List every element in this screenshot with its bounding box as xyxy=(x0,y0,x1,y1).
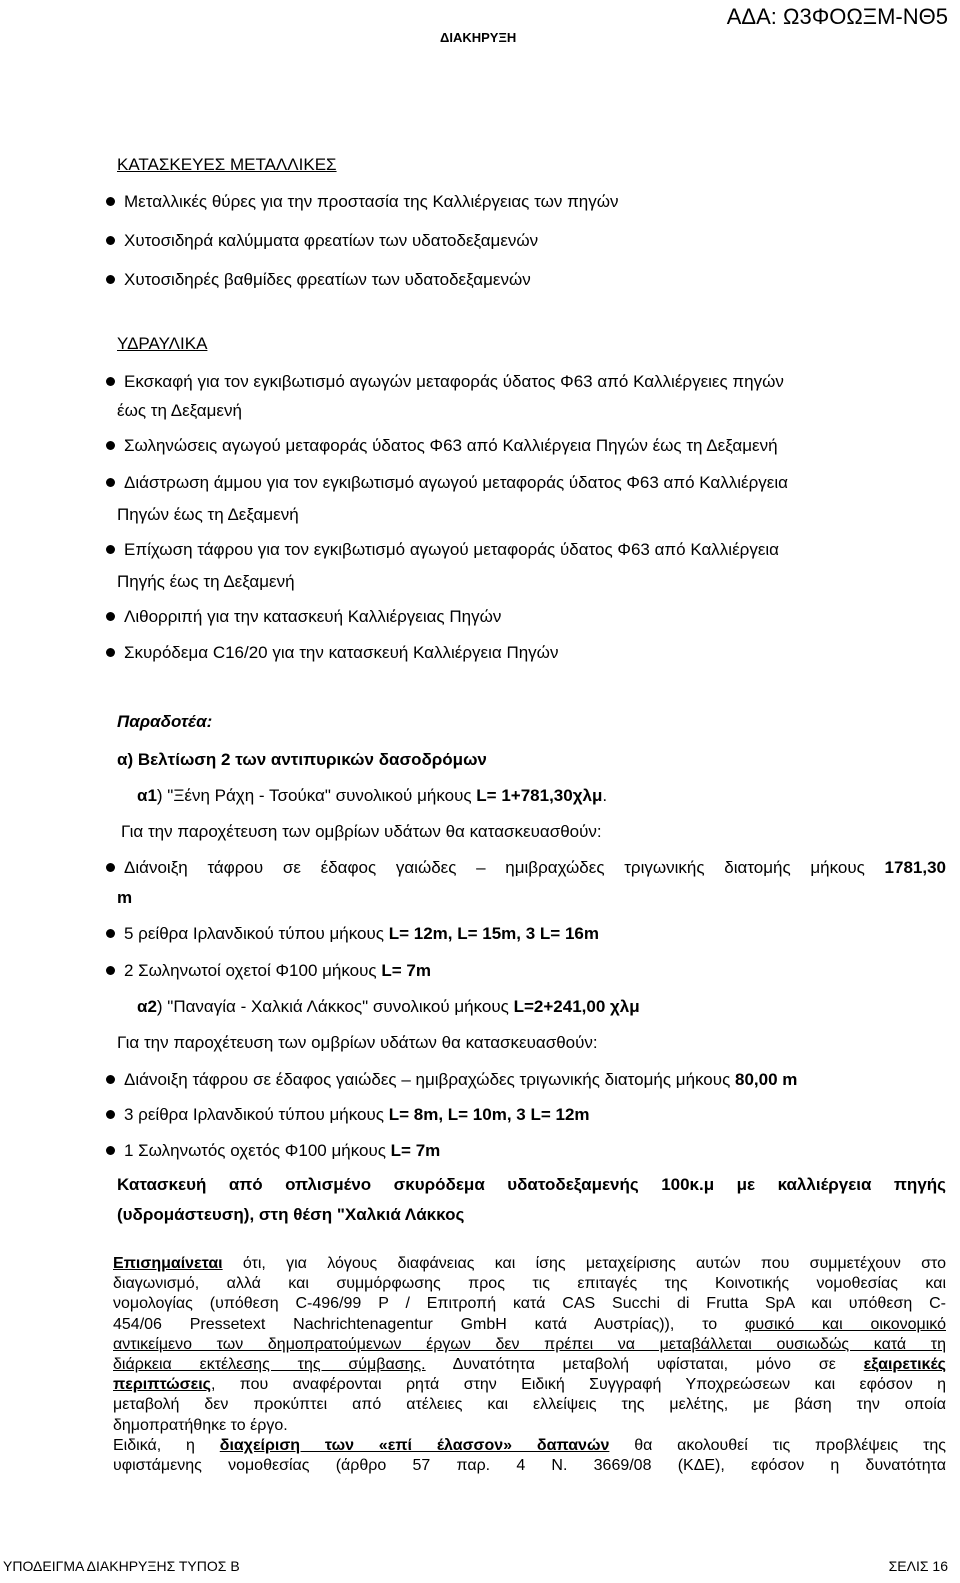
bullet-icon xyxy=(106,648,115,657)
list-item: 5 ρείθρα Ιρλανδικού τύπου μήκους L= 12m, L= 15m, 3 L= 16m xyxy=(106,924,599,944)
road-a2-intro: Για την παροχέτευση των ομβρίων υδάτων θα κατασκευασθούν: xyxy=(117,1033,598,1052)
notice-paragraph: Επισημαίνεται ότι, για λόγους διαφάνειας και ίσης μεταχείρισης αυτών που συμμετέχουν στο διαγωνισμό, αλλά και συμμόρφωσης προς τις επιταγές της Κοινοτικής νομοθεσίας και νομολογίας (υπόθεση C-496/99 P / Επιτροπή κατά CAS Succhi di Frutta SpA και υπόθεση C- 454/06 Pressetext Nachrichtenagentur GmbH κατά Αυστρίας)), το φυσικό και οικονομικό αντικείμενο των δημοπρατούμενων έργων δεν πρέπει να μεταβάλλεται ουσιωδώς κατά τη διάρκεια εκτέλεσης της σύμβασης. Δυνατότητα μεταβολή υφίσταται, μόνο σε εξαιρετικές περιπτώσεις, που αναφέρονται ρητά στην Ειδική Συγγραφή Υποχρεώσεων και εφόσον η μεταβολή δεν προκύπτει από ατέλειες και ελλείψεις της μελέτης, με βάση την οποία δημοπρατήθηκε το έργο. Ειδικά, η διαχείριση των «επί έλασσον» δαπανών θα ακολουθεί τις προβλέψεις της υφιστάμενης νομοθεσίας (άρθρο 57 παρ. 4 Ν. 3669/08 (ΚΔΕ), εφόσον η δυνατότητα xyxy=(113,1255,946,1475)
list-item: 1 Σωληνωτός οχετός Φ100 μήκους L= 7m xyxy=(106,1141,440,1161)
ada-code: ΑΔΑ: Ω3ΦΟΩΞΜ-ΝΘ5 xyxy=(726,4,948,29)
list-item-continuation: m xyxy=(117,888,133,907)
list-item: Λιθορριπή για την κατασκευή Καλλιέργειας Πηγών xyxy=(106,607,501,627)
list-item-continuation: έως τη Δεξαμενή xyxy=(117,401,242,420)
list-item: Σωληνώσεις αγωγού μεταφοράς ύδατος Φ63 από Καλλιέργεια Πηγών έως τη Δεξαμενή xyxy=(106,436,778,456)
bullet-icon xyxy=(106,275,115,284)
bullet-icon xyxy=(106,441,115,450)
deliverables-title: Παραδοτέα: xyxy=(117,712,213,731)
bullet-icon xyxy=(106,966,115,975)
list-item: Διάστρωση άμμου για τον εγκιβωτισμό αγωγού μεταφοράς ύδατος Φ63 από Καλλιέργεια xyxy=(106,473,788,493)
bullet-icon xyxy=(106,236,115,245)
bullet-icon xyxy=(106,612,115,621)
bullet-icon xyxy=(106,1146,115,1155)
footer-page-number: ΣΕΛΙΣ 16 xyxy=(888,1558,948,1574)
bullet-icon xyxy=(106,1110,115,1119)
bullet-icon xyxy=(106,863,115,872)
road-a1-intro: Για την παροχέτευση των ομβρίων υδάτων θα κατασκευασθούν: xyxy=(121,822,602,841)
bullet-icon xyxy=(106,478,115,487)
list-item: Σκυρόδεμα C16/20 για την κατασκευή Καλλιέργεια Πηγών xyxy=(106,643,558,663)
list-item: Μεταλλικές θύρες για την προστασία της Καλλιέργειας των πηγών xyxy=(106,192,619,212)
bullet-icon xyxy=(106,929,115,938)
header-label: ΔΙΑΚΗΡΥΞΗ xyxy=(440,30,517,45)
road-a1-title: α1) "Ξένη Ράχη - Τσούκα" συνολικού μήκους L= 1+781,30χλμ. xyxy=(137,786,608,805)
list-item: Χυτοσιδηρές βαθμίδες φρεατίων των υδατοδεξαμενών xyxy=(106,270,531,290)
road-a2-title: α2) "Παναγία - Χαλκιά Λάκκος" συνολικού μήκους L=2+241,00 χλμ xyxy=(137,997,640,1016)
bullet-icon xyxy=(106,545,115,554)
list-item-continuation: Πηγής έως τη Δεξαμενή xyxy=(117,572,295,591)
hydraulic-section-title: ΥΔΡΑΥΛΙΚΑ xyxy=(117,334,208,353)
bullet-icon xyxy=(106,1075,115,1084)
list-item: Εκσκαφή για τον εγκιβωτισμό αγωγών μεταφοράς ύδατος Φ63 από Καλλιέργειες πηγών xyxy=(106,372,784,392)
tank-title-continuation: (υδρομάστευση), στη θέση "Χαλκιά Λάκκος xyxy=(117,1205,465,1224)
list-item: Επίχωση τάφρου για τον εγκιβωτισμό αγωγού μεταφοράς ύδατος Φ63 από Καλλιέργεια xyxy=(106,540,779,560)
tank-title: Κατασκευή από οπλισμένο σκυρόδεμα υδατοδεξαμενής 100κ.μ με καλλιέργεια πηγής xyxy=(117,1175,946,1194)
road-a-title: α) Βελτίωση 2 των αντιπυρικών δασοδρόμων xyxy=(117,750,487,769)
list-item: Διάνοιξη τάφρου σε έδαφος γαιώδες – ημιβραχώδες τριγωνικής διατομής μήκους 1781,30 xyxy=(106,858,946,878)
list-item: Χυτοσιδηρά καλύμματα φρεατίων των υδατοδεξαμενών xyxy=(106,231,538,251)
metal-section-title: ΚΑΤΑΣΚΕΥΕΣ ΜΕΤΑΛΛΙΚΕΣ xyxy=(117,155,337,174)
list-item-continuation: Πηγών έως τη Δεξαμενή xyxy=(117,505,299,524)
footer-document-type: ΥΠΟΔΕΙΓΜΑ ΔΙΑΚΗΡΥΞΗΣ ΤΥΠΟΣ Β xyxy=(3,1558,240,1574)
list-item: 2 Σωληνωτοί οχετοί Φ100 μήκους L= 7m xyxy=(106,961,431,981)
bullet-icon xyxy=(106,377,115,386)
list-item: Διάνοιξη τάφρου σε έδαφος γαιώδες – ημιβραχώδες τριγωνικής διατομής μήκους 80,00 m xyxy=(106,1070,797,1090)
bullet-icon xyxy=(106,197,115,206)
list-item: 3 ρείθρα Ιρλανδικού τύπου μήκους L= 8m, L= 10m, 3 L= 12m xyxy=(106,1105,590,1125)
